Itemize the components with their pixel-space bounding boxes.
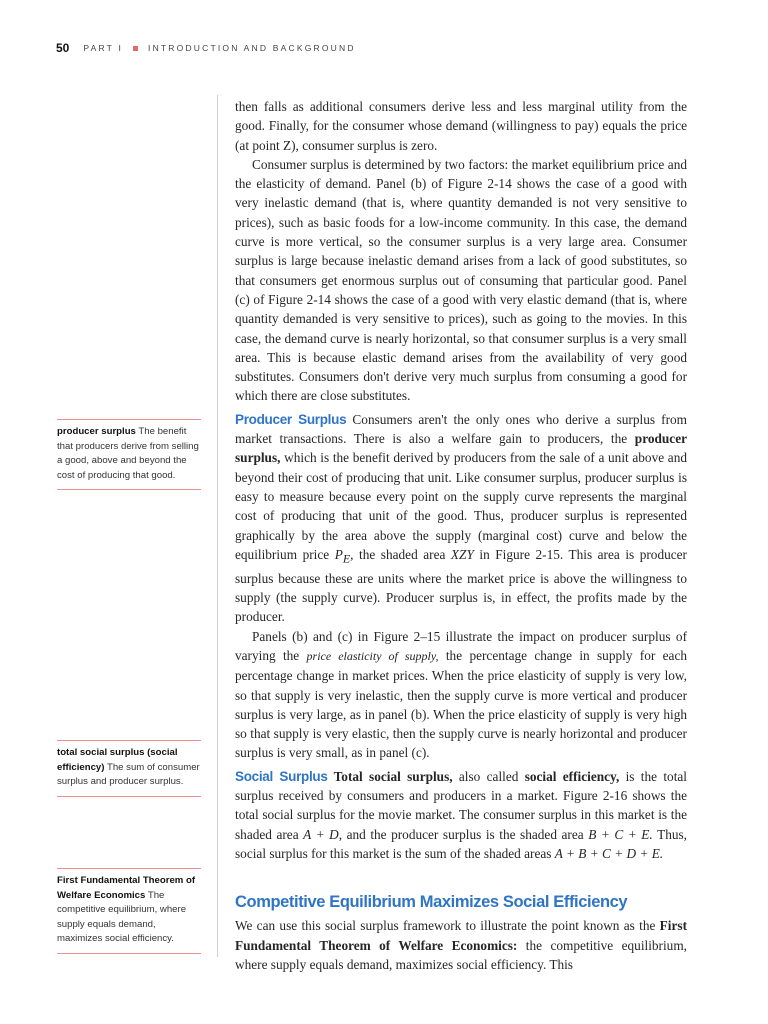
key-term: producer surplus, (235, 431, 687, 466)
part-label: PART I (83, 43, 124, 53)
margin-note-definition: The benefit that producers derive from selling a good, above and beyond the cost of producing that good. (57, 426, 199, 481)
run-in-heading: Producer Surplus (235, 411, 347, 427)
margin-note-definition: The competitive equilibrium, where supply equals demand, maximizes social efficiency. (57, 889, 187, 945)
margin-note-producer-surplus (57, 419, 201, 490)
margin-note-term: total social surplus (social efficiency) (57, 747, 178, 773)
main-text-column (235, 97, 687, 974)
section-heading: Competitive Equilibrium Maximizes Social Efficiency (235, 893, 628, 912)
paragraph: Consumer surplus is determined by two factors: the market equilibrium price and the elasticity of demand. Panel (b) of Figure 2-14 shows the case of a good with very inelastic demand (that is, where quantity demanded is not very sensitive to prices), such as basic foods for a low-income community. In this case, the demand curve is more vertical, so the consumer surplus is a very large area. Consumer surplus is large because inelastic demand arises from a lack of good substitutes, so that consumers get enormous surplus out of consuming that particular good. Panel (c) of Figure 2-14 shows the case of a good with very elastic demand (that is, where quantity demanded is very sensitive to prices), such as going to the movies. In this case, the demand curve is nearly horizontal, so that consumer surplus is a very small area. This is because elastic demand arises from the availability of very good substitutes. Consumers don't derive very much surplus from consuming a good for which there are close substitutes. (235, 156, 687, 404)
chapter-title: INTRODUCTION AND BACKGROUND (148, 43, 356, 53)
paragraph: We can use this social surplus framework to illustrate the point known as the First Fundamental Theorem of Welfare Economics: the competitive equilibrium, where supply equals demand, maximizes social efficiency. This (235, 918, 687, 972)
italic-term: price elasticity of supply, (306, 648, 439, 663)
social-surplus-paragraph: Social Surplus Total social surplus, also called social efficiency, is the total surplus received by consumers and producers in a market. Figure 2-16 shows the total social surplus for the movie market. The consumer surplus in this market is the shaded area A + D, and the producer surplus is the shaded area B + C + E. Thus, social surplus for this market is the sum of the shaded areas A + B + C + D + E. (235, 768, 687, 861)
paragraph: Panels (b) and (c) in Figure 2–15 illustrate the impact on producer surplus of varying the price elasticity of supply, the percentage change in supply for each percentage change in market prices. When the price elasticity of supply is very low, so that supply is very inelastic, then the supply curve is more vertical and producer surplus is very large, as in panel (b). When the price elasticity of supply is very high so that supply is very elastic, then the supply curve is nearly horizontal and producer surplus is very small, as in panel (c). (235, 628, 687, 761)
key-term: Total social surplus, (327, 768, 453, 784)
page-number: 50 (56, 41, 70, 55)
run-in-heading: Social Surplus (235, 768, 328, 784)
key-term: First Fundamental Theorem of Welfare Economics: (235, 918, 687, 953)
paragraph: then falls as additional consumers derive less and less marginal utility from the good. Finally, for the consumer whose demand (willingness to pay) equals the price (at point Z), consumer surplus is zero. (235, 99, 687, 153)
key-term: social efficiency, (524, 768, 620, 784)
margin-note-term: producer surplus (57, 426, 136, 437)
margin-note-total-social-surplus (57, 740, 201, 797)
margin-note-first-fundamental-theorem (57, 868, 201, 954)
margin-note-definition: The sum of consumer surplus and producer surplus. (57, 761, 200, 788)
margin-note-term: First Fundamental Theorem of Welfare Economics (57, 875, 196, 901)
header-square-icon (133, 46, 138, 51)
producer-surplus-paragraph: Producer Surplus Consumers aren't the only ones who derive a surplus from market transactions. There is also a welfare gain to producers, the producer surplus, which is the benefit derived by producers from the sale of a unit above and beyond their cost of producing that unit. Like consumer surplus, producer surplus is easy to measure because every point on the supply curve represents the marginal cost of producing that unit of the good. Thus, producer surplus is represented graphically by the area above the supply (marginal cost) curve and below the equilibrium price $P_E$, the shaded area XZY in Figure 2-15. This area is producer surplus because these are units where the market price is above the willingness to supply (the supply curve). Producer surplus is, in effect, the profits made by the producer. (235, 411, 688, 625)
column-divider (217, 95, 218, 957)
running-header (56, 40, 356, 56)
